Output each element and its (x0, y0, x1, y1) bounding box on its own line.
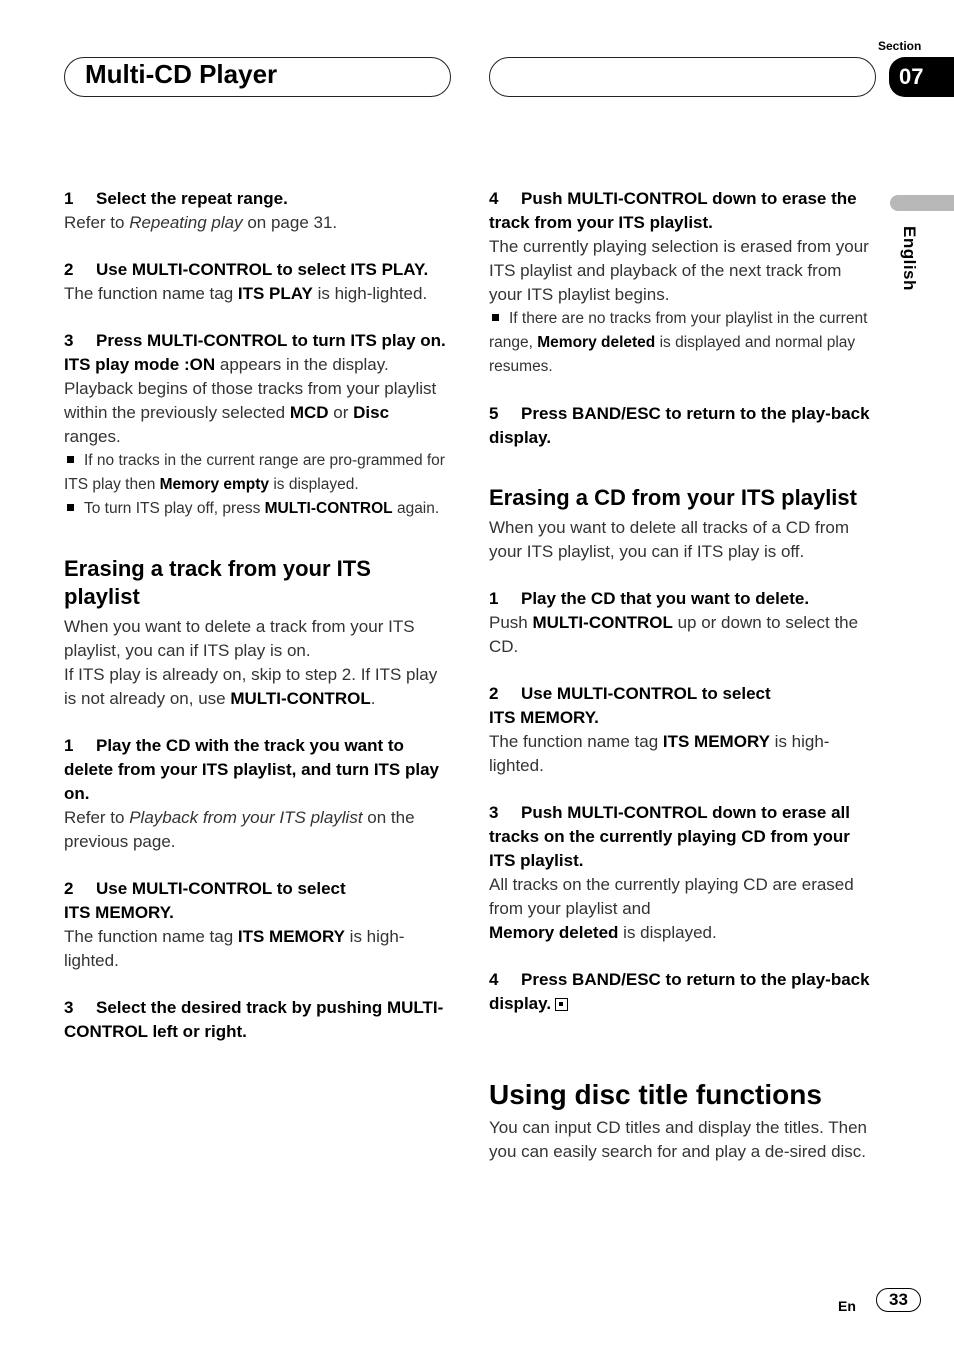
bullet-icon (67, 456, 74, 463)
step-title: Use MULTI-CONTROL to select (521, 684, 771, 703)
note-item: If there are no tracks from your playlist in the current range, Memory deleted is displayed and normal play resumes. (489, 310, 868, 375)
section-heading: Erasing a track from your ITS playlist (64, 556, 371, 609)
step-title: Press BAND/ESC to return to the play-back display. (489, 970, 870, 1013)
footer-language: En (838, 1298, 856, 1314)
step-body: The currently playing selection is erased from your ITS playlist and playback of the next track from your ITS playlist begins. (489, 237, 869, 304)
step-title: Push MULTI-CONTROL down to erase the track from your ITS playlist. (489, 189, 857, 232)
step-heading (489, 682, 874, 730)
step-number: 1 (64, 189, 74, 208)
step-heading (64, 329, 449, 353)
step-heading (64, 258, 449, 282)
step-title: ITS MEMORY. (489, 708, 599, 727)
intro-text: If ITS play is already on, skip to step 2. If ITS play is not already on, use MULTI-CONTROL. (64, 665, 438, 708)
step-heading (489, 587, 874, 611)
step-heading (489, 801, 874, 873)
step-number: 4 (489, 970, 499, 989)
note-item: To turn ITS play off, press MULTI-CONTROL again. (64, 497, 449, 521)
step-heading (64, 877, 449, 925)
step-body: ITS play mode :ON appears in the display. Playback begins of those tracks from your playlist within the previously selected MCD or Disc ranges. (64, 355, 437, 446)
intro-text: When you want to delete all tracks of a CD from your ITS playlist, you can if ITS play is off. (489, 518, 849, 561)
step-number: 3 (64, 331, 74, 350)
step-body: Push MULTI-CONTROL up or down to select the CD. (489, 613, 859, 656)
step-number: 4 (489, 189, 499, 208)
step-title: Use MULTI-CONTROL to select (96, 879, 346, 898)
step-heading (64, 734, 449, 806)
language-tab-bar (890, 195, 954, 211)
right-column (489, 187, 874, 1164)
step-body: The function name tag ITS MEMORY is high-lighted. (489, 732, 830, 775)
step-number: 5 (489, 404, 499, 423)
step-title: Play the CD that you want to delete. (521, 589, 810, 608)
step-number: 1 (489, 589, 499, 608)
step-heading (64, 996, 449, 1044)
step-number: 3 (489, 803, 499, 822)
page-title: Multi-CD Player (85, 59, 278, 89)
step-heading (489, 402, 874, 450)
step-title: Press BAND/ESC to return to the play-back display. (489, 404, 870, 447)
step-title: ITS MEMORY. (64, 903, 174, 922)
end-mark-icon (555, 998, 568, 1011)
step-heading (64, 187, 449, 211)
step-title: Press MULTI-CONTROL to turn ITS play on. (96, 331, 446, 350)
intro-text: When you want to delete a track from your ITS playlist, you can if ITS play is on. (64, 617, 415, 660)
page-number: 33 (876, 1288, 921, 1312)
step-heading (489, 187, 874, 235)
main-heading: Using disc title functions (489, 1079, 822, 1110)
language-label: English (900, 226, 919, 291)
left-column (64, 187, 449, 1044)
step-title: Use MULTI-CONTROL to select ITS PLAY. (96, 260, 429, 279)
section-label: Section (878, 39, 922, 53)
step-number: 2 (64, 260, 74, 279)
header-blank-frame (489, 57, 876, 97)
step-title: Select the desired track by pushing MULTI-CONTROL left or right. (64, 998, 444, 1041)
step-body: All tracks on the currently playing CD are erased from your playlist and Memory deleted is displayed. (489, 875, 854, 942)
step-number: 2 (489, 684, 499, 703)
section-heading: Erasing a CD from your ITS playlist (489, 485, 857, 510)
bullet-icon (492, 314, 499, 321)
step-title: Play the CD with the track you want to delete from your ITS playlist, and turn ITS play on. (64, 736, 440, 803)
step-title: Select the repeat range. (96, 189, 288, 208)
intro-text: You can input CD titles and display the titles. Then you can easily search for and play a de-sired disc. (489, 1118, 868, 1161)
step-body: The function name tag ITS PLAY is high-lighted. (64, 284, 428, 303)
note-item: If no tracks in the current range are pro-grammed for ITS play then Memory empty is displayed. (64, 452, 445, 493)
step-number: 1 (64, 736, 74, 755)
step-number: 3 (64, 998, 74, 1017)
section-number-tab: 07 (889, 57, 954, 97)
step-number: 2 (64, 879, 74, 898)
step-body: The function name tag ITS MEMORY is high-lighted. (64, 927, 405, 970)
bullet-icon (67, 504, 74, 511)
step-title: Push MULTI-CONTROL down to erase all tracks on the currently playing CD from your ITS playlist. (489, 803, 851, 870)
step-body: Refer to Playback from your ITS playlist on the previous page. (64, 808, 415, 851)
step-body: Refer to Repeating play on page 31. (64, 213, 338, 232)
step-heading (489, 968, 874, 1016)
